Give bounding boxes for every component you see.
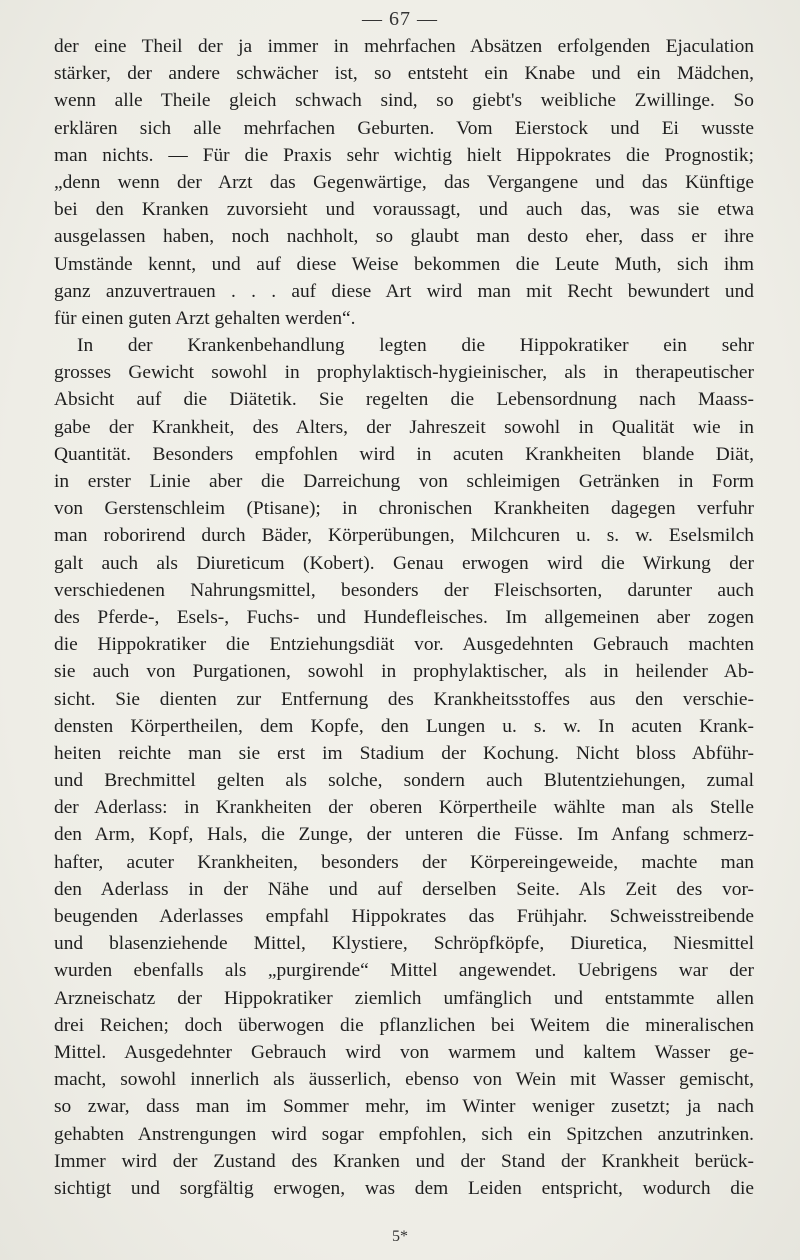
text-line: bei den Kranken zuvorsieht und voraussagt, und auch das, was sie etwa — [54, 199, 754, 221]
text-line: grosses Gewicht sowohl in prophylaktisch-hygieinischer, als in therapeutischer — [54, 362, 754, 384]
text-line: densten Körpertheilen, dem Kopfe, den Lungen u. s. w. In acuten Krank- — [54, 715, 754, 737]
text-line: Quantität. Besonders empfohlen wird in acuten Krankheiten blande Diät, — [54, 443, 754, 465]
text-line: macht, sowohl innerlich als äusserlich, ebenso von Wein mit Wasser gemischt, — [54, 1069, 754, 1091]
text-line: stärker, der andere schwächer ist, so entsteht ein Knabe und ein Mädchen, — [54, 63, 754, 85]
text-line: in erster Linie aber die Darreichung von schleimigen Getränken in Form — [54, 471, 754, 492]
body-text — [54, 33, 754, 1202]
text-line: Arzneischatz der Hippokratiker ziemlich umfänglich und entstammte allen — [54, 987, 754, 1009]
text-line: gehabten Anstrengungen wird sogar empfohlen, sich ein Spitzchen anzutrinken. — [54, 1123, 754, 1145]
text-line: des Pferde-, Esels-, Fuchs- und Hundefleisches. Im allgemeinen aber zogen — [54, 606, 754, 628]
text-line: erklären sich alle mehrfachen Geburten. Vom Eierstock und Ei wusste — [54, 117, 754, 139]
text-line: ausgelassen haben, noch nachholt, so glaubt man desto eher, dass er ihre — [54, 226, 754, 248]
text-line: sicht. Sie dienten zur Entfernung des Krankheitsstoffes aus den verschie- — [54, 688, 754, 710]
signature-mark: 5* — [392, 1228, 408, 1245]
text-line: die Hippokratiker die Entziehungsdiät vor. Ausgedehnten Gebrauch machten — [54, 634, 754, 656]
text-line: gabe der Krankheit, des Alters, der Jahreszeit sowohl in Qualität wie in — [54, 416, 754, 438]
text-line: hafter, acuter Krankheiten, besonders der Körpereingeweide, machte man — [54, 851, 754, 873]
text-line: sie auch von Purgationen, sowohl in prophylaktischer, als in heilender Ab- — [54, 661, 754, 683]
text-line: man roborirend durch Bäder, Körperübungen, Milchcuren u. s. w. Eselsmilch — [54, 525, 754, 547]
text-line: Immer wird der Zustand des Kranken und der Stand der Krankheit berück- — [54, 1150, 754, 1172]
text-line: wurden ebenfalls als „purgirende“ Mittel angewendet. Uebrigens war der — [54, 960, 754, 982]
text-line: der Aderlass: in Krankheiten der oberen Körpertheile wählte man als Stelle — [54, 797, 754, 819]
text-line: und blasenziehende Mittel, Klystiere, Schröpfköpfe, Diuretica, Niesmittel — [54, 933, 754, 955]
text-line: man nichts. — Für die Praxis sehr wichtig hielt Hippokrates die Prognostik; — [54, 144, 754, 166]
text-line: Absicht auf die Diätetik. Sie regelten die Lebensordnung nach Maass- — [54, 389, 754, 411]
text-line: drei Reichen; doch überwogen die pflanzlichen bei Weitem die mineralischen — [54, 1014, 754, 1036]
text-line: für einen guten Arzt gehalten werden“. — [54, 307, 356, 329]
text-line: den Arm, Kopf, Hals, die Zunge, der unteren die Füsse. Im Anfang schmerz- — [54, 824, 754, 846]
text-line: „denn wenn der Arzt das Gegenwärtige, das Vergangene und das Künftige — [54, 171, 754, 193]
text-line: der eine Theil der ja immer in mehrfachen Absätzen erfolgenden Ejaculation — [54, 36, 754, 57]
text-line: galt auch als Diureticum (Kobert). Genau erwogen wird die Wirkung der — [54, 552, 754, 574]
text-line: heiten reichte man sie erst im Stadium der Kochung. Nicht bloss Abführ- — [54, 742, 754, 764]
text-line: den Aderlass in der Nähe und auf derselben Seite. Als Zeit des vor- — [54, 878, 754, 900]
text-line: Mittel. Ausgedehnter Gebrauch wird von warmem und kaltem Wasser ge- — [54, 1041, 754, 1063]
text-line: von Gerstenschleim (Ptisane); in chronischen Krankheiten dagegen verfuhr — [54, 498, 754, 520]
text-line: verschiedenen Nahrungsmittel, besonders der Fleischsorten, darunter auch — [54, 579, 754, 601]
text-line: Umstände kennt, und auf diese Weise bekommen die Leute Muth, sich ihm — [54, 253, 754, 275]
text-line: beugenden Aderlasses empfahl Hippokrates das Frühjahr. Schweisstreibende — [54, 906, 754, 927]
text-line: wenn alle Theile gleich schwach sind, so giebt's weibliche Zwillinge. So — [54, 90, 754, 112]
text-line: sichtigt und sorgfältig erwogen, was dem Leiden entspricht, wodurch die — [54, 1177, 754, 1199]
text-line: und Brechmittel gelten als solche, sondern auch Blutentziehungen, zumal — [54, 770, 754, 792]
text-line: In der Krankenbehandlung legten die Hippokratiker ein sehr — [77, 335, 754, 357]
page-number: — 67 — — [362, 8, 438, 30]
text-line: so zwar, dass man im Sommer mehr, im Winter weniger zusetzt; ja nach — [54, 1096, 754, 1118]
text-line: ganz anzuvertrauen . . . auf diese Art wird man mit Recht bewundert und — [54, 280, 754, 302]
